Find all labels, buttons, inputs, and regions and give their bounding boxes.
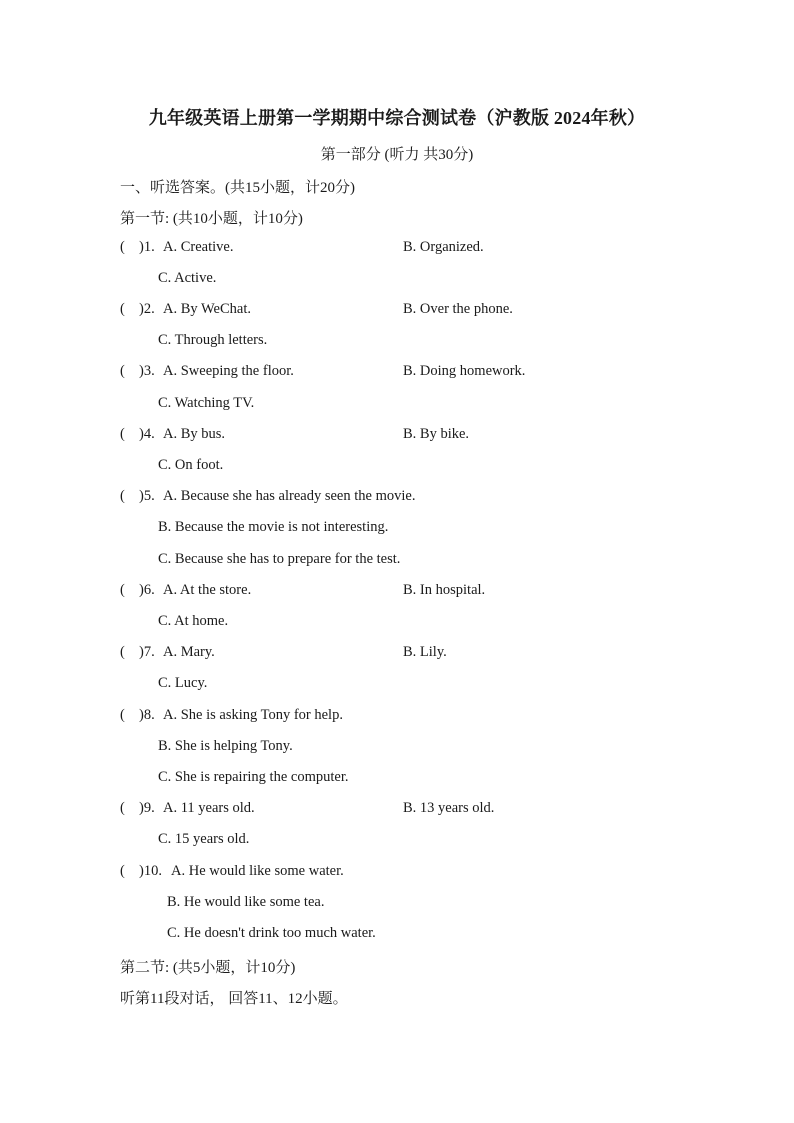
option-b: B. Over the phone. xyxy=(403,301,513,317)
page-subtitle: 第一部分 (听力 共30分) xyxy=(320,147,474,163)
option-b: B. Because the movie is not interesting. xyxy=(158,519,389,535)
option-c: C. On foot. xyxy=(158,457,224,473)
question-number: )2. xyxy=(139,301,155,317)
answer-paren: ( xyxy=(120,863,125,879)
answer-paren: ( xyxy=(120,644,125,660)
option-a: A. Mary. xyxy=(163,644,215,660)
question-number: )5. xyxy=(139,488,155,504)
option-a: A. By WeChat. xyxy=(163,301,251,317)
question-number: )9. xyxy=(139,800,155,816)
option-b: B. He would like some tea. xyxy=(167,894,325,910)
option-c: C. 15 years old. xyxy=(158,831,250,847)
answer-paren: ( xyxy=(120,800,125,816)
option-c: C. At home. xyxy=(158,613,229,629)
answer-paren: ( xyxy=(120,301,125,317)
answer-paren: ( xyxy=(120,707,125,723)
answer-paren: ( xyxy=(120,426,125,442)
option-c: C. Active. xyxy=(158,270,217,286)
option-c: C. He doesn't drink too much water. xyxy=(167,925,376,941)
part-heading: 第二节: (共5小题，计10分) xyxy=(120,960,296,976)
question-number: )8. xyxy=(139,707,155,723)
option-a: A. Because she has already seen the movie. xyxy=(163,488,416,504)
option-c: C. She is repairing the computer. xyxy=(158,769,349,785)
answer-paren: ( xyxy=(120,239,125,255)
question-number: )4. xyxy=(139,426,155,442)
answer-paren: ( xyxy=(120,363,125,379)
option-b: B. Organized. xyxy=(403,239,484,255)
question-number: )3. xyxy=(139,363,155,379)
answer-paren: ( xyxy=(120,582,125,598)
option-a: A. 11 years old. xyxy=(163,800,255,816)
option-b: B. Lily. xyxy=(403,644,447,660)
option-b: B. 13 years old. xyxy=(403,800,495,816)
option-a: A. Sweeping the floor. xyxy=(163,363,294,379)
question-number: )1. xyxy=(139,239,155,255)
page-title: 九年级英语上册第一学期期中综合测试卷（沪教版 2024年秋） xyxy=(148,108,646,128)
question-number: )7. xyxy=(139,644,155,660)
option-a: A. She is asking Tony for help. xyxy=(163,707,343,723)
option-c: C. Because she has to prepare for the test. xyxy=(158,551,401,567)
option-a: A. Creative. xyxy=(163,239,234,255)
part-heading: 第一节: (共10小题，计10分) xyxy=(120,211,303,227)
question-number: )6. xyxy=(139,582,155,598)
option-c: C. Through letters. xyxy=(158,332,268,348)
option-c: C. Lucy. xyxy=(158,675,208,691)
option-c: C. Watching TV. xyxy=(158,395,255,411)
option-a: A. At the store. xyxy=(163,582,252,598)
question-number: )10. xyxy=(139,863,162,879)
section-heading: 一、听选答案。(共15小题，计20分) xyxy=(120,180,355,196)
option-b: B. She is helping Tony. xyxy=(158,738,293,754)
option-b: B. By bike. xyxy=(403,426,470,442)
option-a: A. He would like some water. xyxy=(171,863,344,879)
option-b: B. Doing homework. xyxy=(403,363,526,379)
answer-paren: ( xyxy=(120,488,125,504)
option-b: B. In hospital. xyxy=(403,582,486,598)
option-a: A. By bus. xyxy=(163,426,226,442)
listening-instruction: 听第11段对话， 回答11、12小题。 xyxy=(120,991,348,1007)
